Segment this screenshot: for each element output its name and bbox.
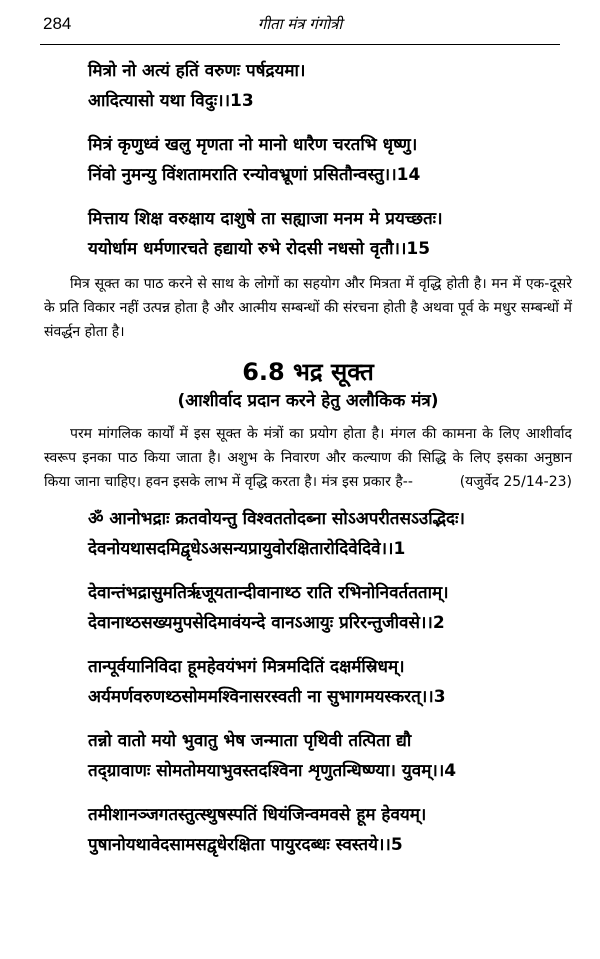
verse-bhadra-1 [88, 504, 572, 564]
verse-bhadra-2 [88, 578, 572, 638]
source-citation: (यजुर्वेद 25/14-23) [459, 474, 572, 490]
verse-line: देवनोयथासदमिद्वृधेऽअसन्यप्रायुवोरक्षितारोदिवेदिवे।।1 [88, 539, 406, 559]
verse-bhadra-5 [88, 800, 572, 860]
verse-line: तद्ग्रावाणः सोमतोमयाभुवस्तदश्विना शृणुतन्धिष्ण्या। युवम्।।4 [88, 761, 457, 781]
verse-bhadra-4 [88, 726, 572, 786]
verse-line: अर्यमर्णवरुणथ्ठसोममश्विनासरस्वती ना सुभागमयस्करत्।।3 [88, 687, 446, 707]
verse-line: पुषानोयथावेदसामसद्वृधेरक्षिता पायुरदब्धः स्वस्तये।।5 [88, 835, 403, 855]
page-number: 284 [43, 14, 72, 33]
verse-mitra-15 [88, 204, 572, 264]
page-header [0, 8, 600, 38]
verse-line: ॐ आनोभद्राः क्रतवोयन्तु विश्वततोदब्ना सोऽअपरीतसऽउद्भिदः। [88, 509, 465, 529]
verse-line: तान्पूर्वयानिविदा हूमहेवयंभगं मित्रमदितिं दक्षर्मस्रिधम्। [88, 657, 405, 677]
section-title: 6.8 भद्र सूक्त [242, 358, 374, 386]
page-content [44, 56, 572, 860]
verse-line: तन्नो वातो मयो भुवातु भेष जन्माता पृथिवी तत्पिता द्यौ [88, 731, 412, 751]
verse-line: देवान्तंभद्रासुमतिर्ऋजूयतान्दीवानाथ्ठ राति रभिनोनिवर्ततताम्। [88, 583, 449, 603]
verse-line: निंवो नुमन्यु विंशतामराति रन्योवभ्रूणां प्रसितौन्वस्तु।।14 [88, 165, 421, 185]
verse-line: मित्ताय शिक्ष वरुक्षाय दाशुषे ता सह्याजा मनम मे प्रयच्छतः। [88, 209, 443, 229]
verse-line: ययोर्धाम धर्मणारचते हद्यायो रुभे रोदसी नधसो वृतौ।।15 [88, 239, 431, 259]
verse-line: आदित्यासो यथा विदुः।।13 [88, 91, 254, 111]
paragraph-bhadra-intro [44, 422, 572, 494]
running-title: गीता मंत्र गंगोत्री [257, 15, 343, 33]
section-subtitle: (आशीर्वाद प्रदान करने हेतु अलौकिक मंत्र) [177, 391, 439, 411]
verse-bhadra-3 [88, 652, 572, 712]
verse-line: मित्रो नो अत्यं हतिं वरुणः पर्षद्रयमा। [88, 61, 306, 81]
verse-line: देवानाथ्ठसख्यमुपसेदिमावंयन्दे वानऽआयुः प्ररिरन्तुजीवसे।।2 [88, 613, 445, 633]
verse-line: मित्रं कृणुध्वं खलु मृणता नो मानो धारैण चरतभि धृष्णु। [88, 135, 418, 155]
verse-line: तमीशानञ्जगतस्तुत्स्थुषस्पतिं धियंजिन्वमवसे हूम हेवयम्। [88, 805, 427, 825]
header-rule [40, 44, 560, 45]
paragraph-text: परम मांगलिक कार्यों में इस सूक्त के मंत्रों का प्रयोग होता है। मंगल की कामना के लिए आशीर्वाद स्वरूप इनका पाठ किया जाता है। अशुभ के निवारण और कल्याण की सिद्धि के लिए इसका अनुष्ठान किया जाना चाहिए। हवन इसके लाभ में वृद्धि करता है। मंत्र इस प्रकार है-- [44, 426, 572, 490]
verse-mitra-13 [88, 56, 572, 116]
verse-mitra-14 [88, 130, 572, 190]
paragraph-mitra-benefit: मित्र सूक्त का पाठ करने से साथ के लोगों का सहयोग और मित्रता में वृद्धि होती है। मन में एक-दूसरे के प्रति विकार नहीं उत्पन्न होता है और आत्मीय सम्बन्धों की संरचना होती है अथवा पूर्व के मधुर सम्बन्धों में संवर्द्धन होता है। [44, 276, 572, 340]
